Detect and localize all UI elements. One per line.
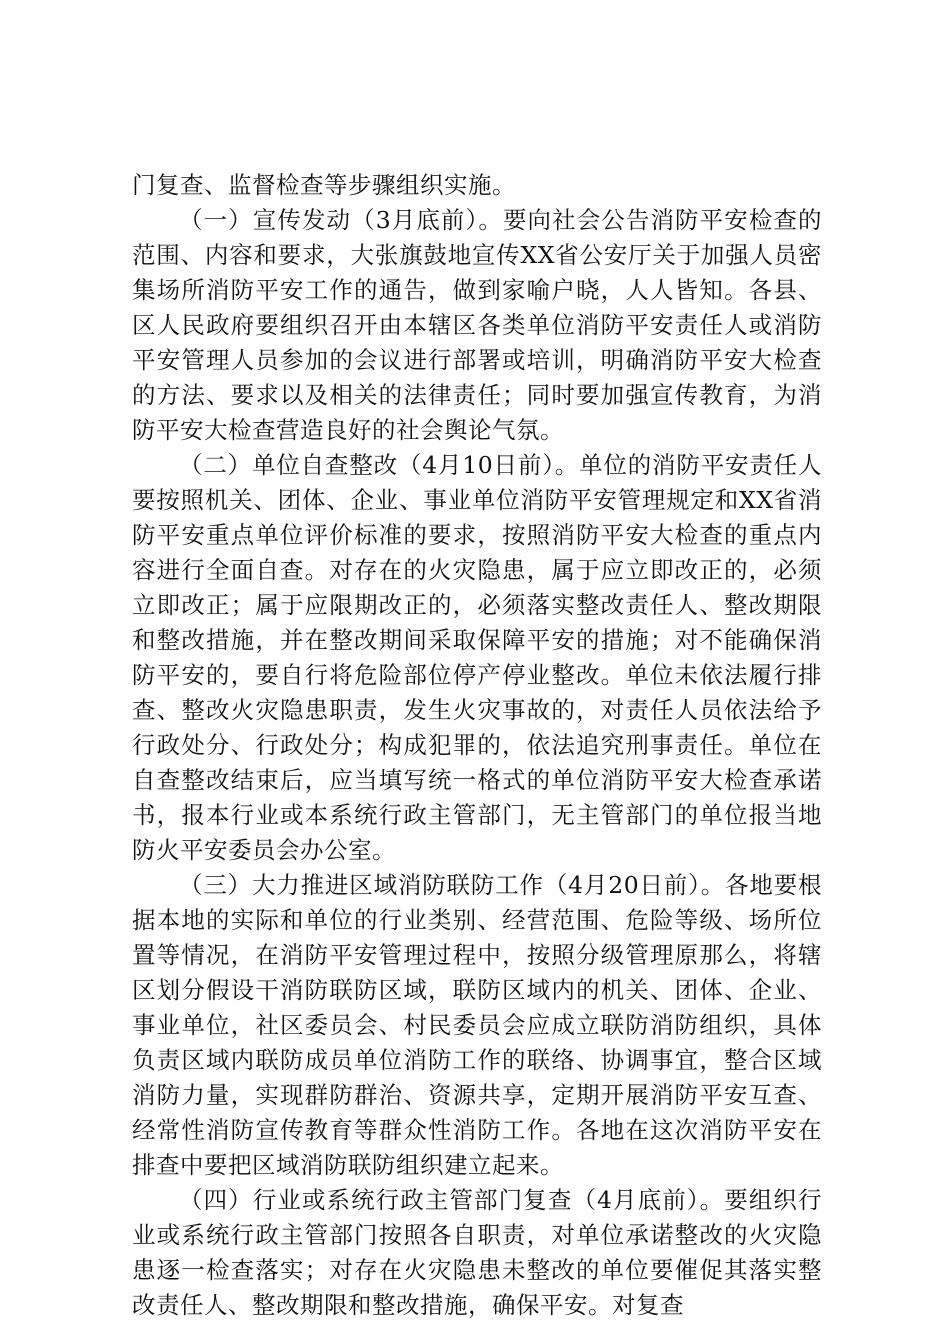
paragraph-department-review: （四）行业或系统行政主管部门复查（4月底前）。要组织行业或系统行政主管部门按照各自职责，对单位承诺整改的火灾隐患逐一检查落实；对存在火灾隐患未整改的单位要催促其落实整改责任人、整改期限和整改措施，确保平安。对复查 bbox=[132, 1186, 822, 1319]
paragraph-regional-joint-defense: （三）大力推进区域消防联防工作（4月20日前）。各地要根据本地的实际和单位的行业类别、经营范围、危险等级、场所位置等情况，在消防平安管理过程中，按照分级管理原那么，将辖区划分假设干消防联防区域，联防区域内的机关、团体、企业、事业单位，社区委员会、村民委员会应成立联防消防组织，具体负责区域内联防成员单位消防工作的联络、协调事宜，整合区域消防力量，实现群防群治、资源共享，定期开展消防平安互查、经常性消防宣传教育等群众性消防工作。各地在这次消防平安在排查中要把区域消防联防组织建立起来。 bbox=[132, 871, 822, 1179]
paragraph-publicity: （一）宣传发动（3月底前）。要向社会公告消防平安检查的范围、内容和要求，大张旗鼓地宣传XX省公安厅关于加强人员密集场所消防平安工作的通告，做到家喻户晓，人人皆知。各县、区人民政府要组织召开由本辖区各类单位消防平安责任人或消防平安管理人员参加的会议进行部署或培训，明确消防平安大检查的方法、要求以及相关的法律责任；同时要加强宣传教育，为消防平安大检查营造良好的社会舆论气氛。 bbox=[132, 206, 822, 444]
paragraph-continuation: 门复查、监督检查等步骤组织实施。 bbox=[132, 171, 516, 199]
paragraph-self-inspection: （二）单位自查整改（4月10日前）。单位的消防平安责任人要按照机关、团体、企业、事业单位消防平安管理规定和XX省消防平安重点单位评价标准的要求，按照消防平安大检查的重点内容进行全面自查。对存在的火灾隐患，属于应立即改正的，必须立即改正；属于应限期改正的，必须落实整改责任人、整改期限和整改措施，并在整改期间采取保障平安的措施；对不能确保消防平安的，要自行将危险部位停产停业整改。单位未依法履行排查、整改火灾隐患职责，发生火灾事故的，对责任人员依法给予行政处分、行政处分；构成犯罪的，依法追究刑事责任。单位在自查整改结束后，应当填写统一格式的单位消防平安大检查承诺书，报本行业或本系统行政主管部门，无主管部门的单位报当地防火平安委员会办公室。 bbox=[132, 451, 822, 864]
document-body bbox=[132, 168, 822, 1323]
